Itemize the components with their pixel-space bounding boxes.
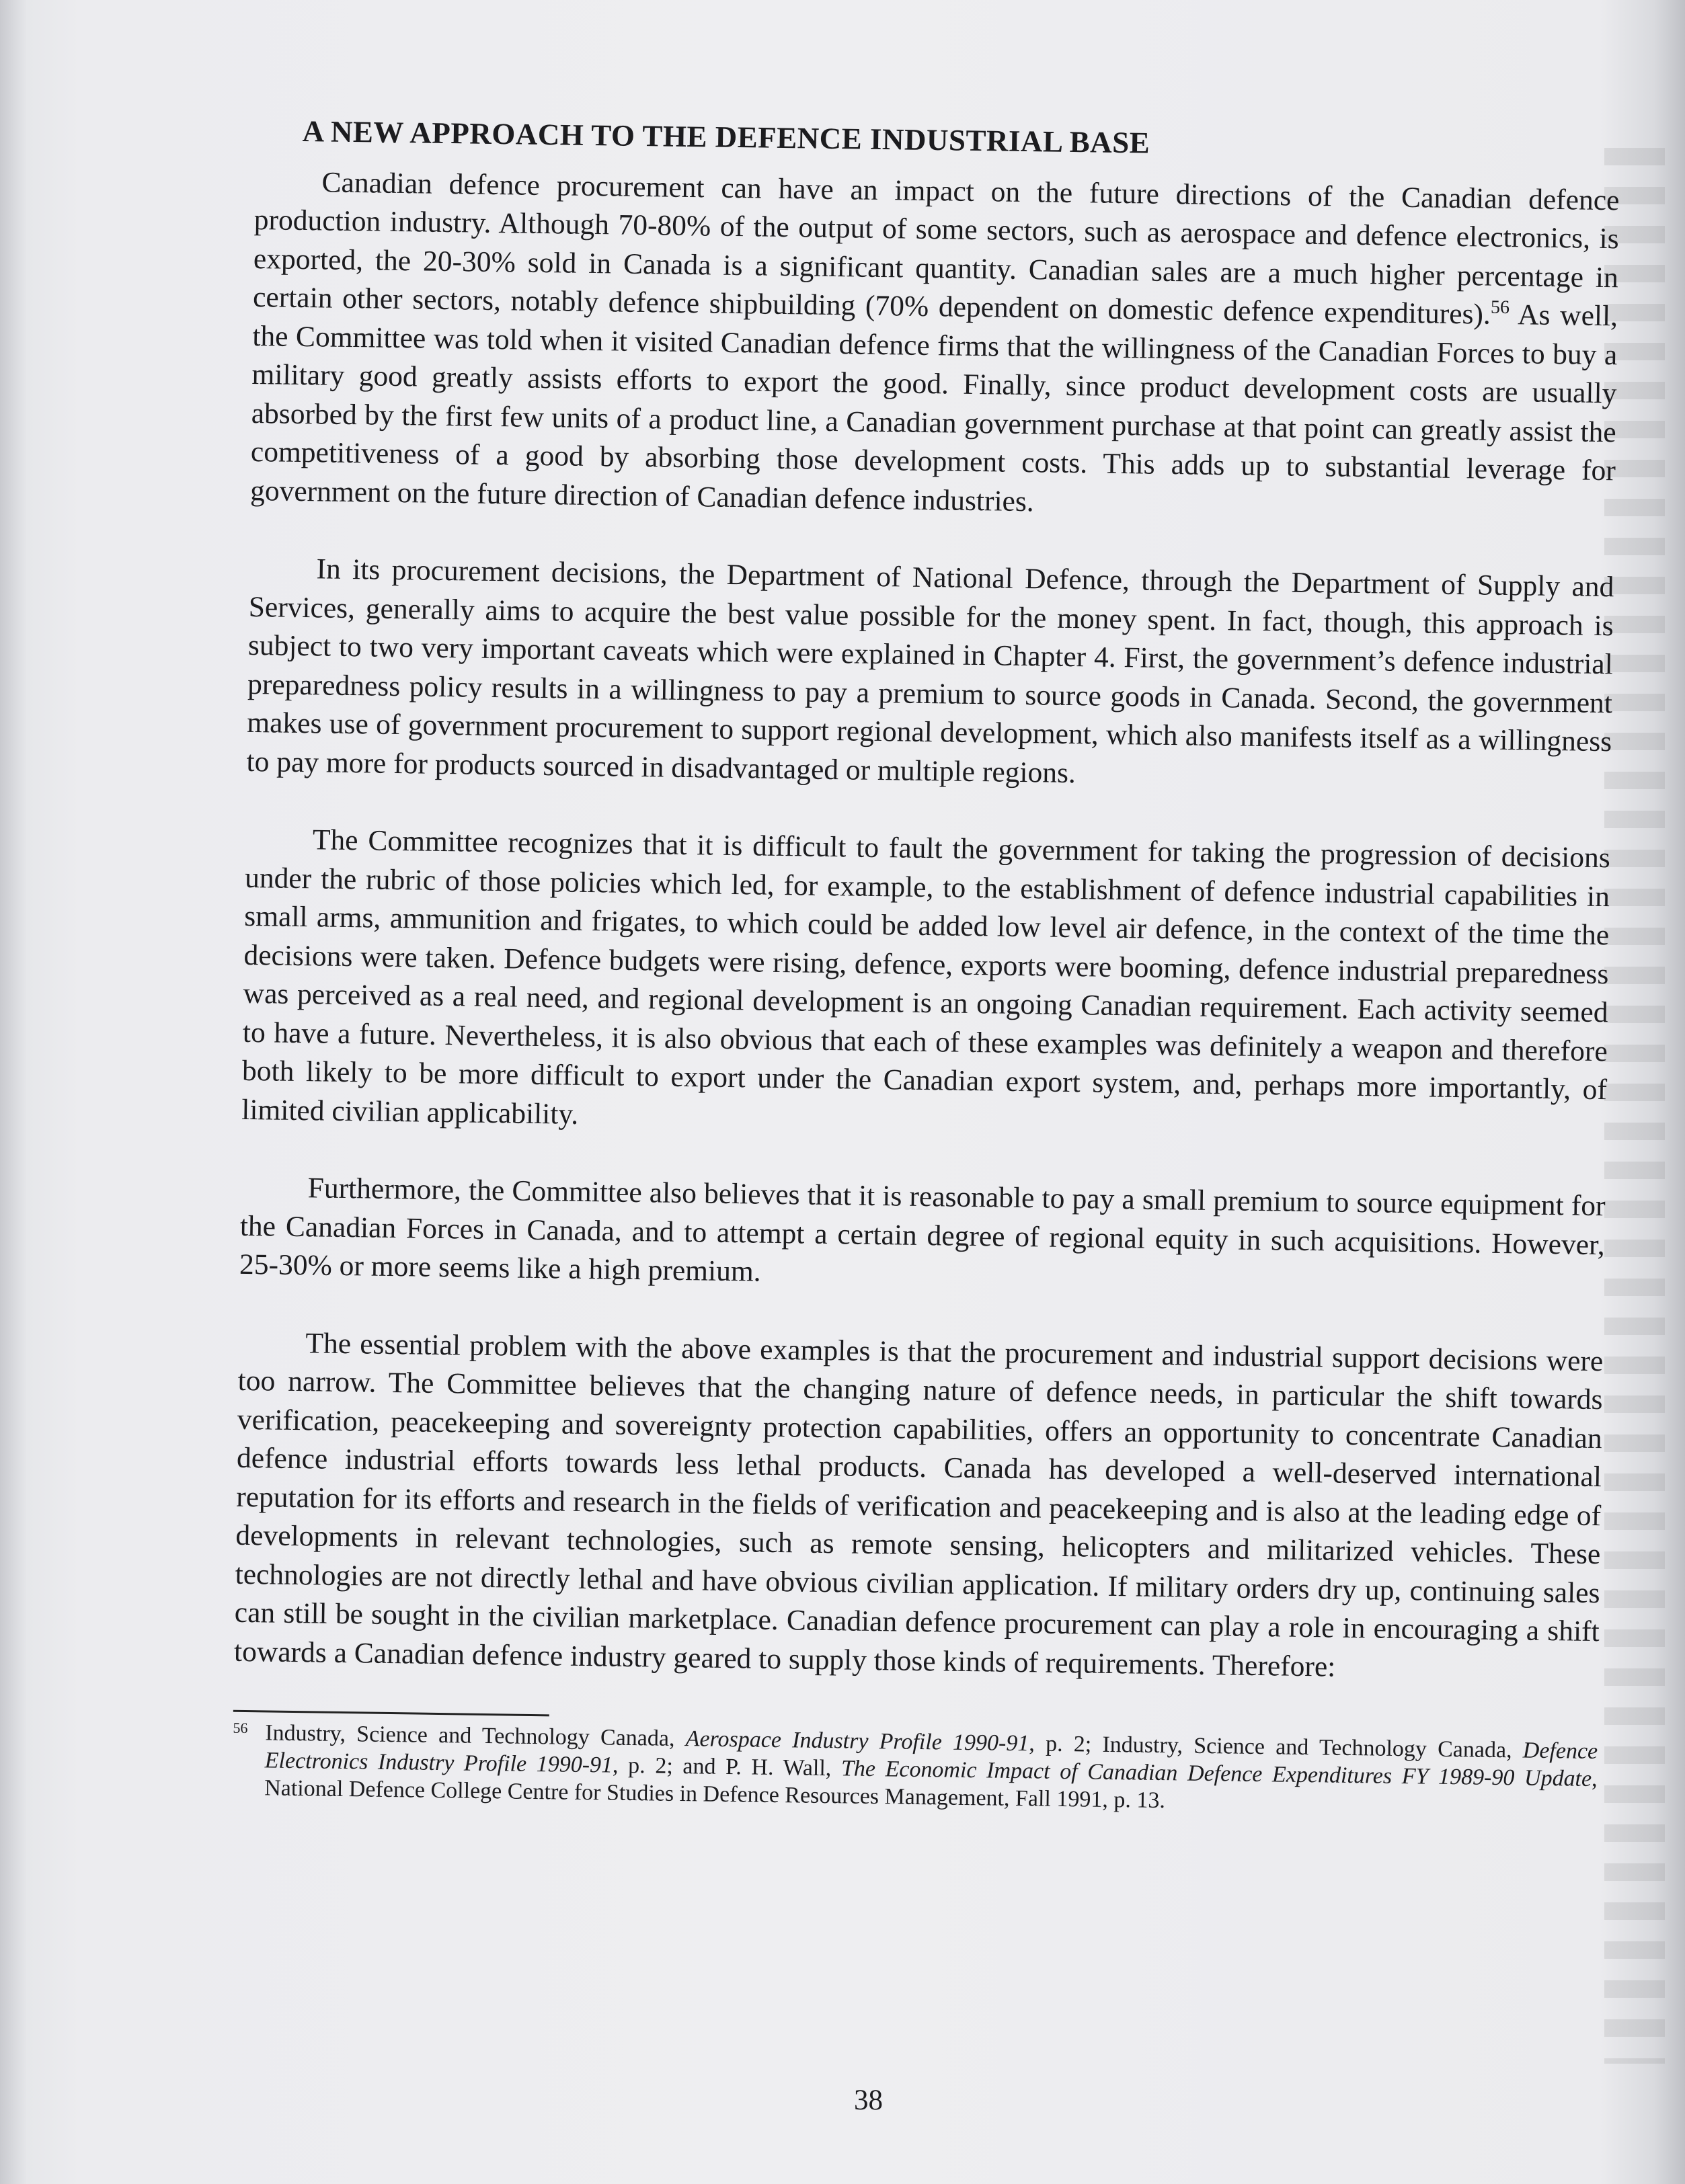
footnote-number: 56 [233,1719,248,1737]
paragraph-1 [250,162,1620,529]
footnote-text-2: , p. 2; Industry, Science and Technology Canada, [1029,1731,1524,1763]
page-number: 38 [854,2085,883,2116]
footnote-text-3: , p. 2; and P. H. Wall, [612,1752,842,1781]
footnote-reference: 56 [1490,296,1510,319]
paragraph-5: The essential problem with the above examples is that the procurement and industrial support decisions were too narrow. The Committee believes that the changing nature of defence needs, in particular the shift towards verification, peacekeeping and sovereignty protection capabilities, offers an opportunity to concentrate Canadian defence industrial efforts towards less lethal products. Canada has developed a well-deserved international reputation for its efforts and research in the fields of verification and peacekeeping and is also at the leading edge of developments in relevant technologies, such as remote sensing, helicopters and militarized vehicles. These technologies are not directly lethal and have obvious civilian application. If military orders dry up, continuing sales can still be sought in the civilian marketplace. Canadian defence procurement can play a role in encouraging a shift towards a Canadian defence industry geared to supply those kinds of requirements. Therefore: [233,1326,1604,1683]
footnote-title-3: The Economic Impact of Canadian Defence Expenditures FY 1989-90 Update [840,1756,1592,1791]
footnote-divider [233,1710,549,1717]
footnote-text-4: , National Defence College Centre for Studies in Defence Resources Management, Fall 1991, p. 13. [264,1766,1598,1814]
paragraph-2: In its procurement decisions, the Department of National Defence, through the Department of Supply and Services, generally aims to acquire the best value possible for the money spent. In fact, though, this approach is subject to two very important caveats which were explained in Chapter 4. First, the government’s defence industrial preparedness policy results in a willingness to pay a premium to source goods in Canada. Second, the government makes use of government procurement to support regional development, which also manifests itself as a willingness to pay more for products sourced in disadvantaged or multiple regions. [246,553,1614,789]
paragraph-3: The Committee recognizes that it is difficult to fault the government for taking the progression of decisions under the rubric of those policies which led, for example, to the establishment of defence industrial capabilities in small arms, ammunition and frigates, to which could be added low level air defence, in the context of the time the decisions were taken. Defence budgets were rising, defence, exports were booming, defence industrial preparedness was perceived as a real need, and regional development is an ongoing Canadian requirement. Each activity seemed to have a future. Nevertheless, it is also obvious that each of these examples was definitely a weapon and therefore both likely to be more difficult to export under the Canadian export system, and, perhaps more importantly, of limited civilian applicability. [241,823,1611,1131]
paragraph-1-rest: As well, the Committee was told when it visited Canadian defence firms that the willingness of the Canadian Forces to buy a military good greatly assists efforts to export the good. Finally, since product development costs are usually absorbed by the first few units of a product line, a Canadian government purchase at that point can greatly assist the competitiveness of a good by absorbing those development costs. This adds up to substantial leverage for government on the future direction of Canadian defence industries. [249,298,1618,518]
footnote-title-1: Aerospace Industry Profile 1990-91 [685,1726,1029,1756]
paragraph-1-text: Canadian defence procurement can have an impact on the future directions of the Canadian defence production industry. Although 70-80% of the output of some sectors, such as aerospace and defence electronics, is exported, the 20-30% sold in Canada is a significant quantity. Canadian sales are a much higher percentage in certain other sectors, notably defence shipbuilding (70% dependent on domestic defence expenditures). [252,165,1620,331]
footnote-title-2: Defence Electronics Industry Profile 1990-91 [264,1738,1598,1778]
text-block [232,114,1620,1820]
footnote-body [264,1719,1598,1820]
footnote-text-1: Industry, Science and Technology Canada, [265,1720,686,1752]
section-heading: A NEW APPROACH TO THE DEFENCE INDUSTRIAL BASE [302,114,1150,160]
paragraph-4: Furthermore, the Committee also believes that it is reasonable to pay a small premium to source equipment for the Canadian Forces in Canada, and to attempt a certain degree of regional equity in such acquisitions. However, 25-30% or more seems like a high premium. [239,1172,1606,1288]
footnote [232,1719,1598,1820]
